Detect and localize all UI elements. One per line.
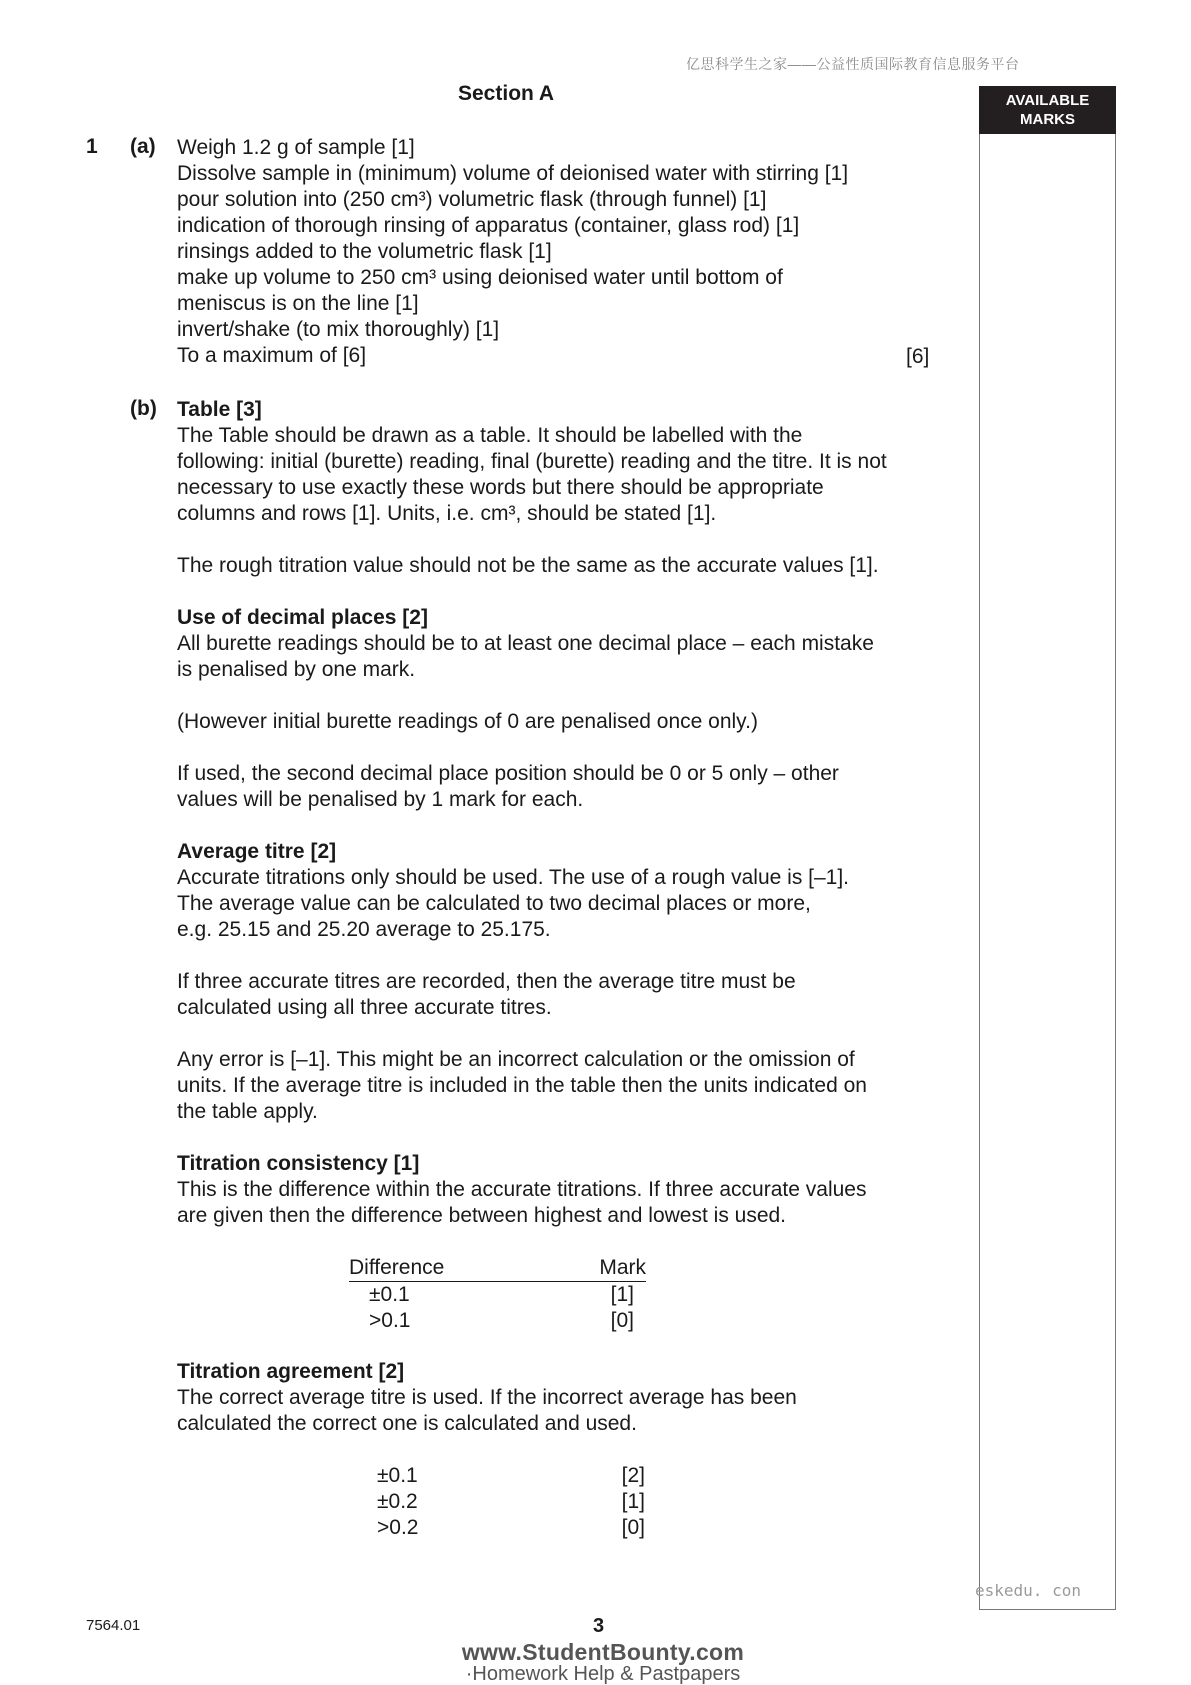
decimal-block [177,605,937,683]
consistency-heading: Titration consistency [1] [177,1152,420,1175]
table-criteria-block [177,397,937,527]
table-row [377,1515,645,1541]
average-text-line: e.g. 25.15 and 25.20 average to 25.175. [177,918,551,941]
table-row [349,1308,646,1334]
consistency-block [177,1151,937,1229]
decimal-text-line: is penalised by one mark. [177,658,416,681]
table-row [349,1282,646,1309]
available-marks-line2: MARKS [1020,111,1075,128]
section-title: Section A [458,82,555,105]
agreement-table [377,1463,645,1541]
average-text-line: units. If the average titre is included in the table then the units indicated on [177,1074,867,1097]
decimal-text-line: values will be penalised by 1 mark for each. [177,788,584,811]
average-block-3 [177,1047,937,1125]
table-text-line: following: initial (burette) reading, final (burette) reading and the titre. It is not [177,450,887,473]
average-text-line: calculated using all three accurate titres. [177,996,552,1019]
part-a-line: To a maximum of [6] [177,344,367,367]
table-heading: Table [3] [177,398,262,421]
consistency-mark: [0] [610,1309,634,1332]
consistency-col-mark: Mark [599,1256,646,1279]
table-text-line: necessary to use exactly these words but there should be appropriate [177,476,824,499]
agreement-diff: ±0.1 [377,1464,418,1487]
logo-line1: www.StudentBounty.com [461,1639,745,1665]
average-text-line: the table apply. [177,1100,318,1123]
part-a-body [177,135,937,369]
part-a-line: pour solution into (250 cm³) volumetric flask (through funnel) [1] [177,188,767,211]
agreement-mark: [2] [621,1464,645,1487]
part-a-total-mark: [6] [906,345,930,368]
table-text-line: columns and rows [1]. Units, i.e. cm³, should be stated [1]. [177,502,717,525]
decimal-text-line: If used, the second decimal place position should be 0 or 5 only – other [177,762,839,785]
part-a-line: rinsings added to the volumetric flask [1] [177,240,552,263]
agreement-text-line: calculated the correct one is calculated and used. [177,1412,637,1435]
header-site-text: 亿思科学生之家——公益性质国际教育信息服务平台 [686,56,1020,72]
available-marks-line1: AVAILABLE [1005,92,1090,109]
agreement-mark: [1] [621,1490,645,1513]
decimal-text-line: All burette readings should be to at least one decimal place – each mistake [177,632,874,655]
consistency-table [349,1255,646,1334]
table-row [377,1489,645,1515]
consistency-mark: [1] [610,1283,634,1306]
available-marks-header [979,86,1116,134]
consistency-col-difference: Difference [349,1256,445,1279]
average-text-line: The average value can be calculated to two decimal places or more, [177,892,811,915]
agreement-block [177,1359,937,1437]
average-block [177,839,937,943]
table-text-line: The Table should be drawn as a table. It should be labelled with the [177,424,803,447]
consistency-text-line: This is the difference within the accurate titrations. If three accurate values [177,1178,867,1201]
average-block-2 [177,969,937,1021]
part-a-label: (a) [130,135,156,158]
agreement-heading: Titration agreement [2] [177,1360,405,1383]
agreement-diff: ±0.2 [377,1490,418,1513]
average-heading: Average titre [2] [177,840,337,863]
agreement-mark: [0] [621,1516,645,1539]
question-number: 1 [86,135,98,158]
footer-code: 7564.01 [86,1617,141,1634]
decimal-heading: Use of decimal places [2] [177,606,428,629]
consistency-diff: >0.1 [369,1309,411,1332]
part-a-line: Weigh 1.2 g of sample [1] [177,136,415,159]
studentbounty-logo[interactable] [455,1640,751,1684]
page-number: 3 [593,1615,605,1637]
average-text-line: Accurate titrations only should be used. The use of a rough value is [–1]. [177,866,850,889]
part-a-line: indication of thorough rinsing of apparatus (container, glass rod) [1] [177,214,800,237]
rough-text: The rough titration value should not be the same as the accurate values [1]. [177,554,879,577]
agreement-diff: >0.2 [377,1516,419,1539]
part-a-line: meniscus is on the line [1] [177,292,419,315]
logo-line2: ·Homework Help & Pastpapers [465,1663,741,1685]
consistency-diff: ±0.1 [369,1283,410,1306]
agreement-text-line: The correct average titre is used. If the incorrect average has been [177,1386,797,1409]
decimal-note: (However initial burette readings of 0 are penalised once only.) [177,710,758,733]
average-text-line: Any error is [–1]. This might be an incorrect calculation or the omission of [177,1048,855,1071]
average-text-line: If three accurate titres are recorded, then the average titre must be [177,970,796,993]
table-row [377,1463,645,1489]
consistency-text-line: are given then the difference between highest and lowest is used. [177,1204,787,1227]
part-a-line: Dissolve sample in (minimum) volume of deionised water with stirring [1] [177,162,849,185]
part-b-label: (b) [130,397,157,420]
decimal-block-2 [177,761,937,813]
part-a-line: make up volume to 250 cm³ using deionised water until bottom of [177,266,783,289]
watermark-text: eskedu. con [975,1581,1081,1600]
part-a-line: invert/shake (to mix thoroughly) [1] [177,318,500,341]
available-marks-column [979,86,1116,1610]
